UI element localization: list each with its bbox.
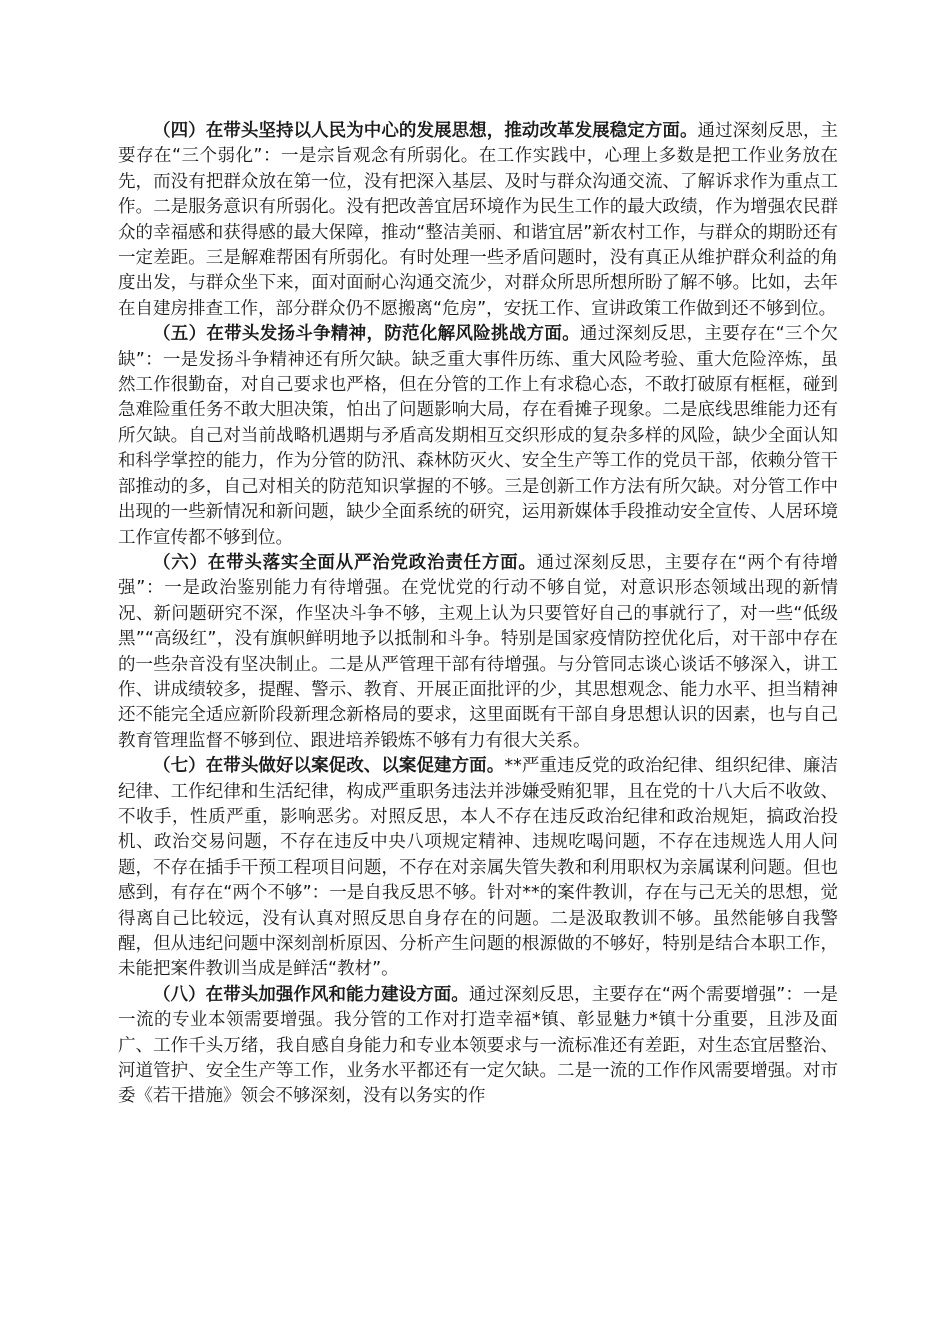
paragraph-heading: （七）在带头做好以案促改、以案促建方面。 (153, 756, 505, 777)
paragraph-8 (118, 983, 838, 1110)
document-page (118, 119, 838, 1110)
paragraph-7 (118, 754, 838, 983)
paragraph-body: 通过深刻反思，主要存在“三个弱化”：一是宗旨观念有所弱化。在工作实践中，心理上多数是把工作业务放在先，而没有把群众放在第一位，没有把深入基层、及时与群众沟通交流、了解诉求作为重点工作。二是服务意识有所弱化。没有把改善宜居环境作为民生工作的最大政绩，作为增强农民群众的幸福感和获得感的最大保障，推动“整洁美丽、和谐宜居”新农村工作，与群众的期盼还有一定差距。三是解难帮困有所弱化。有时处理一些矛盾问题时，没有真正从维护群众利益的角度出发，与群众坐下来，面对面耐心沟通交流少，对群众所思所想所盼了解不够。比如，去年在自建房排查工作，部分群众仍不愿搬离“危房”，安抚工作、宣讲政策工作做到还不够到位。 (118, 121, 839, 319)
paragraph-6 (118, 551, 838, 754)
paragraph-heading: （四）在带头坚持以人民为中心的发展思想，推动改革发展稳定方面。 (153, 121, 698, 141)
paragraph-heading: （八）在带头加强作风和能力建设方面。 (153, 984, 469, 1005)
paragraph-body: 通过深刻反思，主要存在“三个欠缺”：一是发扬斗争精神还有所欠缺。缺乏重大事件历练、重大风险考验、重大危险淬炼，虽然工作很勤奋，对自己要求也严格，但在分管的工作上有求稳心态，不敢打破原有框框，碰到急难险重任务不敢大胆决策，怕出了问题影响大局，存在看摊子现象。二是底线思维能力还有所欠缺。自己对当前战略机遇期与矛盾高发期相互交织形成的复杂多样的风险，缺少全面认知和科学掌控的能力，作为分管的防汛、森林防灭火、安全生产等工作的党员干部，依赖分管干部推动的多，自己对相关的防范知识掌握的不够。三是创新工作方法有所欠缺。对分管工作中出现的一些新情况和新问题，缺少全面系统的研究，运用新媒体手段推动安全宣传、人居环境工作宣传都不够到位。 (118, 324, 838, 548)
paragraph-heading: （五）在带头发扬斗争精神，防范化解风险挑战方面。 (153, 324, 580, 345)
paragraph-body: **严重违反党的政治纪律、组织纪律、廉洁纪律、工作纪律和生活纪律，构成严重职务违法并涉嫌受贿犯罪，且在党的十八大后不收敛、不收手，性质严重，影响恶劣。对照反思，本人不存在违反政治纪律和政治规矩，搞政治投机、政治交易问题，不存在违反中央八项规定精神、违规吃喝问题，不存在违规选人用人问题，不存在插手干预工程项目问题，不存在对亲属失管失教和利用职权为亲属谋利问题。但也感到，有存在“两个不够”：一是自我反思不够。针对**的案件教训，存在与己无关的思想，觉得离自己比较远，没有认真对照反思自身存在的问题。二是汲取教训不够。虽然能够自我警醒，但从违纪问题中深刻剖析原因、分析产生问题的根源做的不够好，特别是结合本职工作，未能把案件教训当成是鲜活“教材”。 (118, 756, 839, 980)
paragraph-5 (118, 322, 838, 551)
paragraph-4 (118, 119, 838, 322)
paragraph-body: 通过深刻反思，主要存在“两个有待增强”：一是政治鉴别能力有待增强。在党忧党的行动不够自觉，对意识形态领域出现的新情况、新问题研究不深，作坚决斗争不够，主观上认为只要管好自己的事就行了，对一些“低级黑”“高级红”，没有旗帜鲜明地予以抵制和斗争。特别是国家疫情防控优化后，对干部中存在的一些杂音没有坚决制止。二是从严管理干部有待增强。与分管同志谈心谈话不够深入，讲工作、讲成绩较多，提醒、警示、教育、开展正面批评的少，其思想观念、能力水平、担当精神还不能完全适应新阶段新理念新格局的要求，这里面既有干部自身思想认识的因素，也与自己教育管理监督不够到位、跟进培养锻炼不够有力有很大关系。 (118, 552, 838, 751)
paragraph-heading: （六）在带头落实全面从严治党政治责任方面。 (153, 552, 537, 573)
paragraph-body: 通过深刻反思，主要存在“两个需要增强”：一是一流的专业本领需要增强。我分管的工作对打造幸福*镇、彰显魅力*镇十分重要，且涉及面广、工作千头万绪，我自感自身能力和专业本领要求与一流标准还有差距，对生态宜居整治、河道管护、安全生产等工作，业务水平都还有一定欠缺。二是一流的工作作风需要增强。对市委《若干措施》领会不够深刻，没有以务实的作 (118, 984, 838, 1107)
